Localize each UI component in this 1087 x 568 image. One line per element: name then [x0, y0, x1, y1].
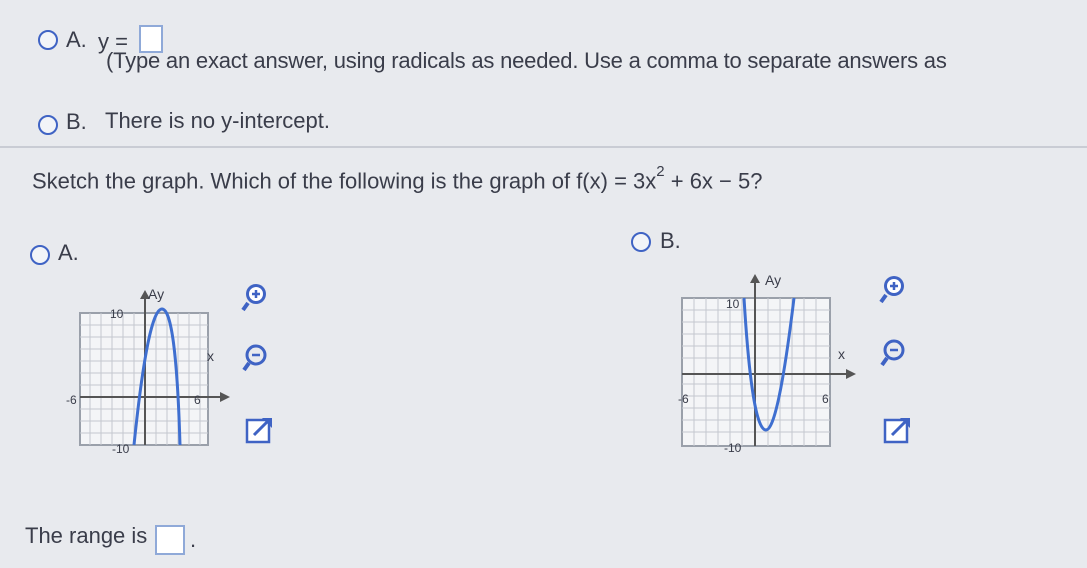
graph-b-y-label: Ay	[765, 272, 782, 288]
choice-b-letter: B.	[660, 228, 681, 253]
zoom-out-icon[interactable]	[879, 336, 913, 370]
graph-b-x-label: x	[838, 346, 845, 362]
section-divider	[0, 146, 1087, 148]
range-label: The range is	[25, 523, 148, 548]
graph-a-x-label: x	[207, 348, 214, 364]
graph-a-tick-right: 6	[194, 393, 201, 407]
option-a-lead: y =	[98, 29, 128, 54]
option-b-radio[interactable]	[38, 115, 58, 135]
zoom-in-icon[interactable]	[241, 280, 275, 314]
option-b-text: There is no y-intercept.	[105, 108, 330, 133]
graph-a-tick-left: -6	[66, 393, 77, 407]
external-link-icon[interactable]	[242, 414, 276, 448]
range-trailing-period: .	[190, 527, 197, 552]
option-a-letter: A.	[66, 27, 87, 52]
graph-b-tick-top: 10	[726, 297, 740, 311]
graph-a-tick-bottom: -10	[112, 442, 130, 456]
choice-a-letter: A.	[58, 240, 79, 265]
graph-a[interactable]	[62, 285, 242, 460]
graph-a-tick-top: 10	[110, 307, 124, 321]
choice-a-radio[interactable]	[30, 245, 50, 265]
graph-b-tick-bottom: -10	[724, 441, 742, 455]
graph-a-y-label: Ay	[148, 286, 165, 302]
option-a-instructions: (Type an exact answer, using radicals as needed. Use a comma to separate answers as	[106, 48, 947, 73]
sketch-prompt: Sketch the graph. Which of the following is the graph of $f(x) = 3x^2 + 6x - 5$?	[32, 163, 763, 194]
graph-b-tick-right: 6	[822, 392, 829, 406]
range-answer-field[interactable]	[155, 525, 185, 555]
choice-b-radio[interactable]	[631, 232, 651, 252]
option-a-radio[interactable]	[38, 30, 58, 50]
zoom-in-icon[interactable]	[879, 272, 913, 306]
option-b-letter: B.	[66, 109, 87, 134]
zoom-out-icon[interactable]	[241, 341, 275, 375]
graph-b-tick-left: -6	[678, 392, 689, 406]
external-link-icon[interactable]	[880, 414, 914, 448]
graph-b[interactable]	[672, 270, 862, 460]
